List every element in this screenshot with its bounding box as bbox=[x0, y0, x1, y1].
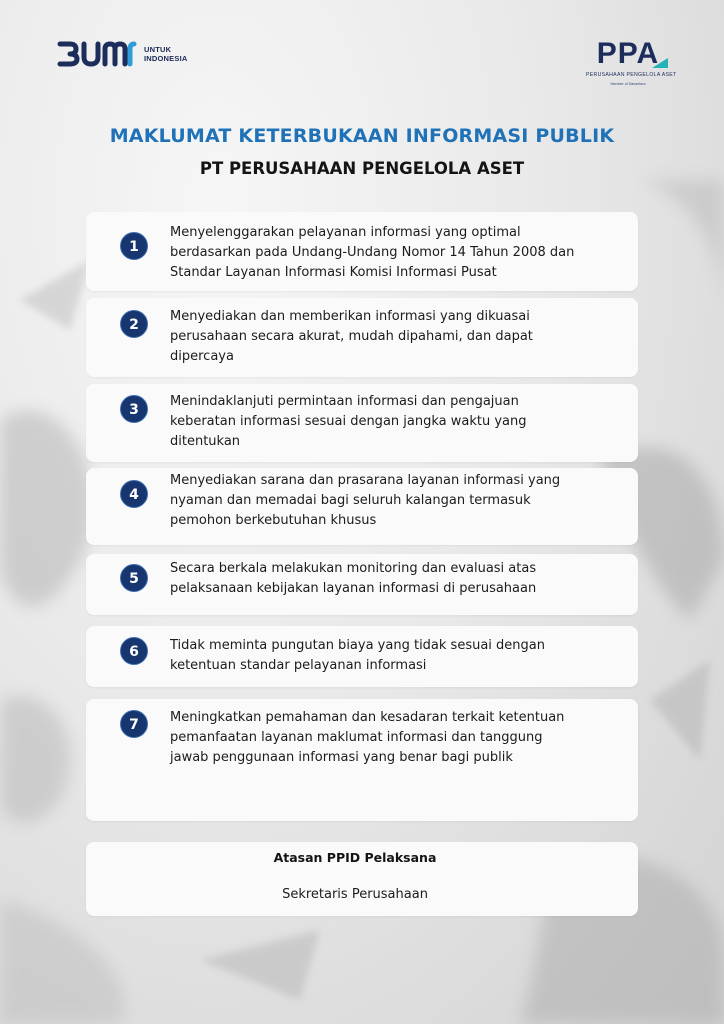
number-badge: 3 bbox=[120, 395, 148, 423]
number-badge: 1 bbox=[120, 232, 148, 260]
commitment-line: Meningkatkan pemahaman dan kesadaran terkait ketentuan bbox=[170, 710, 565, 725]
commitment-card-4 bbox=[86, 468, 638, 545]
commitment-card-5 bbox=[86, 554, 638, 615]
commitment-line: jawab penggunaan informasi yang benar bagi publik bbox=[170, 750, 513, 765]
ppa-accent-icon bbox=[652, 58, 668, 68]
commitment-line: Menyediakan dan memberikan informasi yang dikuasai bbox=[170, 309, 530, 324]
commitment-line: ditentukan bbox=[170, 434, 241, 449]
signature-card bbox=[86, 842, 638, 916]
commitment-text bbox=[170, 559, 620, 599]
commitment-text bbox=[170, 708, 620, 768]
bumn-logo bbox=[56, 40, 187, 68]
commitment-line: pelaksanaan kebijakan layanan informasi di perusahaan bbox=[170, 581, 537, 596]
commitment-line: perusahaan secara akurat, mudah dipahami, dan dapat bbox=[170, 329, 533, 344]
commitment-text bbox=[170, 307, 620, 367]
signature-name: Sekretaris Perusahaan bbox=[282, 887, 428, 902]
ppa-logo-text: PPA bbox=[596, 37, 660, 70]
number-badge: 7 bbox=[120, 710, 148, 738]
commitment-line: Menyelenggarakan pelayanan informasi yang optimal bbox=[170, 225, 521, 240]
commitment-line: pemanfaatan layanan maklumat informasi dan tanggung bbox=[170, 730, 543, 745]
commitment-line: Tidak meminta pungutan biaya yang tidak sesuai dengan bbox=[170, 638, 545, 653]
commitment-text bbox=[170, 223, 620, 283]
commitment-line: nyaman dan memadai bagi seluruh kalangan termasuk bbox=[170, 493, 531, 508]
page-subtitle: PT PERUSAHAAN PENGELOLA ASET bbox=[199, 159, 525, 178]
commitment-line: Menindaklanjuti permintaan informasi dan pengajuan bbox=[170, 394, 519, 409]
page-title: MAKLUMAT KETERBUKAAN INFORMASI PUBLIK bbox=[109, 125, 615, 147]
number-badge: 6 bbox=[120, 637, 148, 665]
commitment-card-2 bbox=[86, 298, 638, 377]
number-badge: 5 bbox=[120, 564, 148, 592]
commitment-line: Menyediakan sarana dan prasarana layanan informasi yang bbox=[170, 473, 561, 488]
commitment-text bbox=[170, 636, 620, 676]
commitment-text bbox=[170, 471, 620, 531]
commitment-line: keberatan informasi sesuai dengan jangka waktu yang bbox=[170, 414, 527, 429]
commitment-card-6 bbox=[86, 626, 638, 687]
bumn-logo-icon bbox=[56, 40, 138, 68]
ppa-fullname: PERUSAHAAN PENGELOLA ASET bbox=[586, 72, 677, 78]
number-badge: 2 bbox=[120, 310, 148, 338]
commitment-line: ketentuan standar pelayanan informasi bbox=[170, 658, 427, 673]
commitment-card-7 bbox=[86, 699, 638, 821]
ppa-tagline: Member of Danantara bbox=[610, 82, 646, 86]
signature-title: Atasan PPID Pelaksana bbox=[273, 850, 437, 865]
commitment-line: dipercaya bbox=[170, 349, 234, 364]
commitment-line: berdasarkan pada Undang-Undang Nomor 14 Tahun 2008 dan bbox=[170, 245, 575, 260]
number-badge: 4 bbox=[120, 480, 148, 508]
ppa-logo bbox=[586, 37, 677, 86]
commitment-card-3 bbox=[86, 384, 638, 462]
commitment-card-1 bbox=[86, 212, 638, 291]
commitment-line: Standar Layanan Informasi Komisi Informasi Pusat bbox=[170, 265, 497, 280]
bumn-tagline-line1: UNTUK bbox=[144, 45, 172, 54]
commitment-line: pemohon berkebutuhan khusus bbox=[170, 513, 377, 528]
commitment-text bbox=[170, 392, 620, 452]
commitment-line: Secara berkala melakukan monitoring dan evaluasi atas bbox=[170, 561, 537, 576]
bumn-tagline-line2: INDONESIA bbox=[144, 54, 188, 63]
